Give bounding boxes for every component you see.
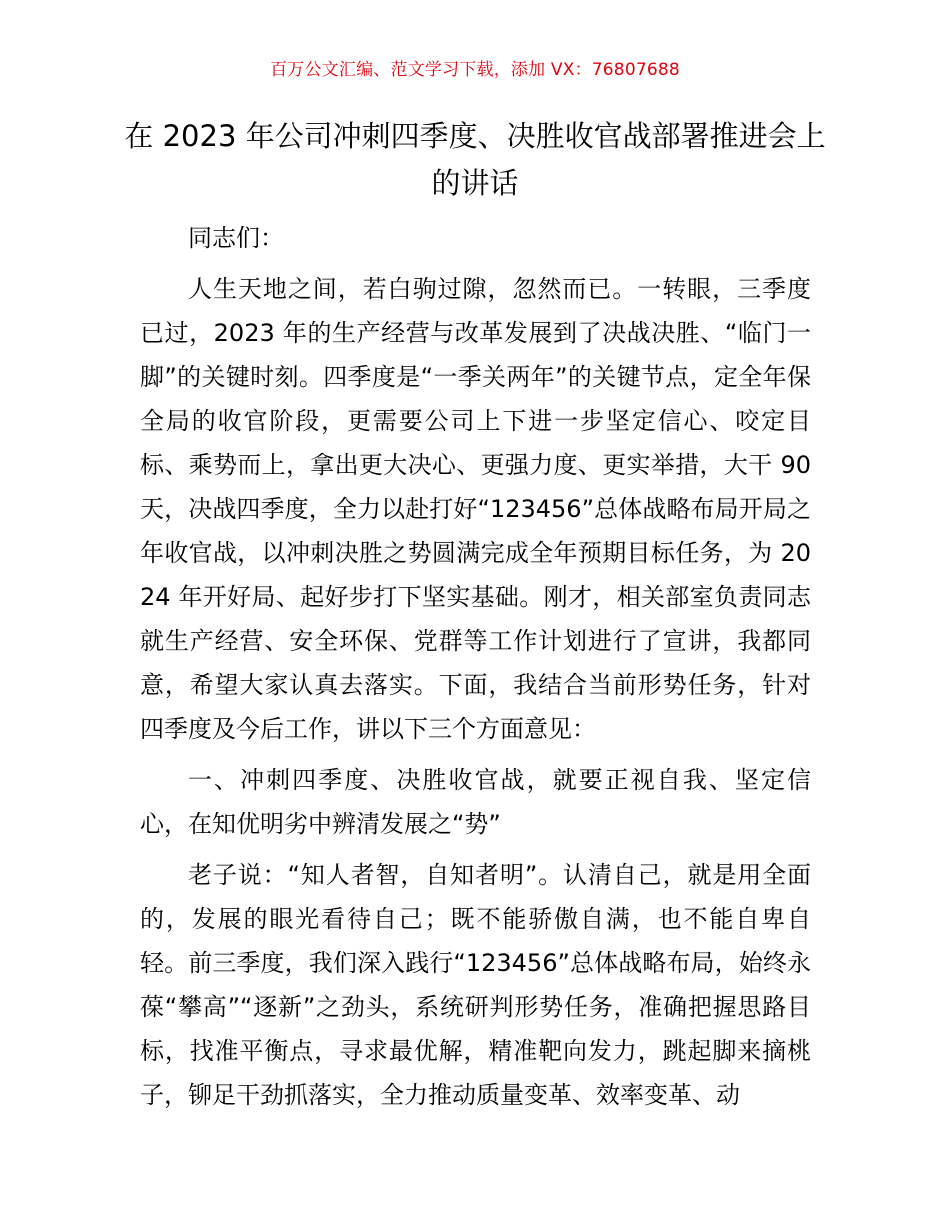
salutation-paragraph: 同志们： [188,224,284,252]
body-paragraph: 老子说：“知人者智，自知者明”。认清自己，就是用全面的，发展的眼光看待自己；既不能骄傲自满，也不能自卑自轻。前三季度，我们深入践行“123456”总体战略布局，始终永葆“攀高”“逐新”之劲头，系统研判形势任务，准确把握思路目标，找准平衡点，寻求最优解，精准靶向发力，跳起脚来摘桃子，铆足干劲抓落实，全力推动质量变革、效率变革、动 [140,861,811,1109]
document-body [140,216,811,1124]
section-heading-1: 一、冲刺四季度、决胜收官战，就要正视自我、坚定信心，在知优明劣中辨清发展之“势” [140,766,811,838]
intro-paragraph: 人生天地之间，若白驹过隙，忽然而已。一转眼，三季度已过，2023 年的生产经营与改革发展到了决战决胜、“临门一脚”的关键时刻。四季度是“一季关两年”的关键节点，定全年保全局的收官阶段，更需要公司上下进一步坚定信心、咬定目标、乘势而上，拿出更大决心、更强力度、更实举措，大干 90 天，决战四季度，全力以赴打好“123456”总体战略布局开局之年收官战，以冲刺决胜之势圆满完成全年预期目标任务，为 2024 年开好局、起好步打下坚实基础。刚才，相关部室负责同志就生产经营、安全环保、党群等工作计划进行了宣讲，我都同意，希望大家认真去落实。下面，我结合当前形势任务，针对四季度及今后工作，讲以下三个方面意见： [140,275,811,743]
promo-header-note: 百万公文汇编、范文学习下载，添加 VX：76807688 [270,60,680,80]
document-title: 在 2023 年公司冲刺四季度、决胜收官战部署推进会上的讲话 [124,119,826,200]
